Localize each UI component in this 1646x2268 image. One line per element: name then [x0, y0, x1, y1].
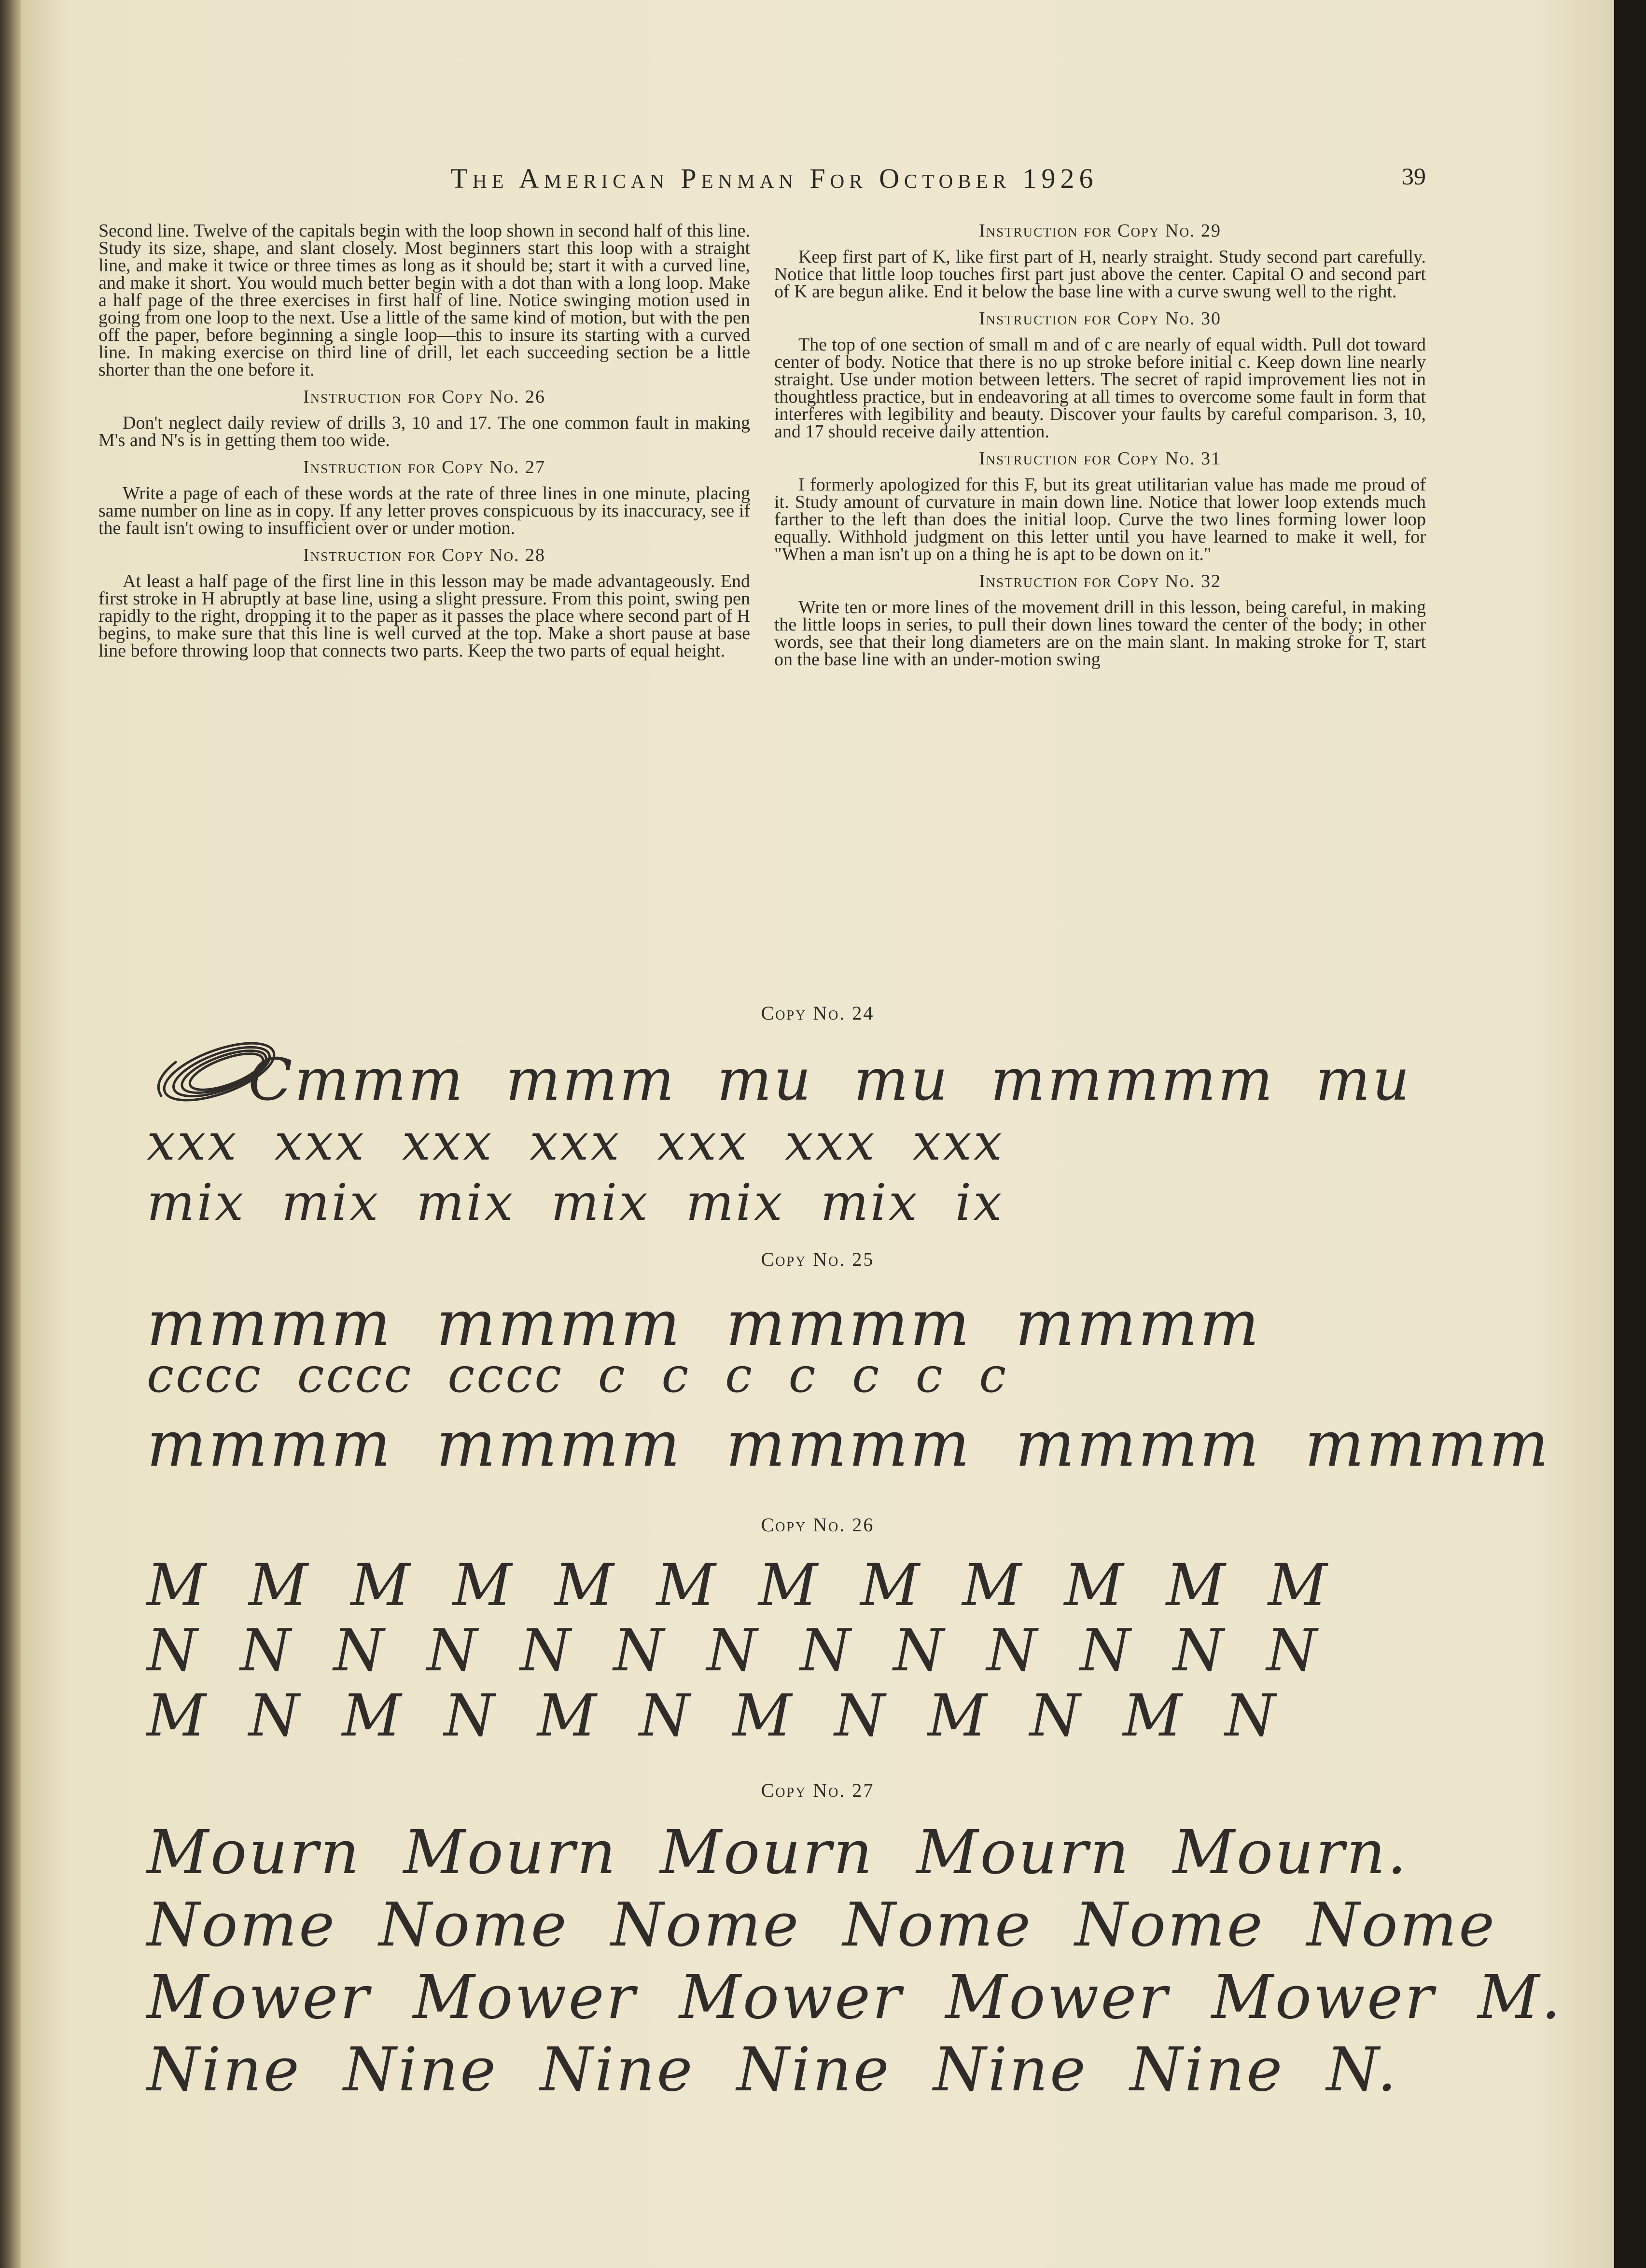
section-heading: Instruction for Copy No. 28	[303, 545, 545, 565]
page-number: 39	[1402, 163, 1426, 190]
section-heading: Instruction for Copy No. 26	[303, 387, 545, 407]
copy-26-title: Copy No. 26	[761, 1514, 875, 1536]
section-heading: Instruction for Copy No. 32	[979, 571, 1221, 591]
copy-24-line-2: xxx xxx xxx xxx xxx xxx xxx	[147, 1113, 1004, 1172]
copy-25-title: Copy No. 25	[761, 1248, 875, 1270]
right-column	[774, 222, 1426, 675]
intro-paragraph: Second line. Twelve of the capitals begin with the loop shown in second half of this line. Study its size, shape, and slant closely. Most beginners start this loop with a straight line, and make it twice or three times as long as it should be; start it with a curved line, and make it short. You would much better begin with a dot than with a long loop. Make a half page of the three exercises in first half of line. Notice swinging motion used in going from one loop to the next. Use a little of the same kind of motion, but with the pen off the paper, before beginning a single loop—this to insure its starting with a curved line. In making exercise on third line of drill, let each succeeding section be a little shorter than the one before it.	[98, 221, 750, 380]
section-heading: Instruction for Copy No. 31	[979, 448, 1221, 469]
copy-27-line-4: Nine Nine Nine Nine Nine Nine N.	[147, 2035, 1398, 2105]
section-text: Keep first part of K, like first part of H, nearly straight. Study second part carefully. Notice that little loop touches first part just above the center. Capital O and second part of K are begun alike. End it below the base line with a curve swung well to the right.	[774, 247, 1426, 302]
section-text: The top of one section of small m and of c are nearly of equal width. Pull dot toward center of body. Notice that there is no up stroke before initial c. Keep down line nearly straight. Use under motion between letters. The secret of rapid improvement lies not in thoughtless practice, but in endeavoring at all times to overcome some fault in form that interferes with legibility and beauty. Discover your faults by careful comparison. 3, 10, and 17 should receive daily attention.	[774, 335, 1426, 442]
copy-24-title: Copy No. 24	[761, 1002, 875, 1024]
section-heading: Instruction for Copy No. 27	[303, 457, 545, 477]
section-text: I formerly apologized for this F, but its great utilitarian value has made me proud of it. Study amount of curvature in main down line. Notice that lower loop extends much farther to the left than does the initial loop. Curve the two lines forming lower loop equally. Withhold judgment on this letter until you have learned to make it well, for "When a man isn't up on a thing he is apt to be down on it."	[774, 475, 1426, 564]
left-column	[98, 222, 750, 666]
copy-27-line-1: Mourn Mourn Mourn Mourn Mourn.	[147, 1818, 1409, 1888]
copy-24-line-3: mix mix mix mix mix mix ix	[147, 1173, 1004, 1232]
section-heading: Instruction for Copy No. 29	[979, 221, 1221, 241]
section-text: Write ten or more lines of the movement drill in this lesson, being careful, in making the little loops in series, to pull their down lines toward the center of the body; in other words, see that their long diameters are on the main slant. In making stroke for T, start on the base line with an under-motion swing	[774, 597, 1426, 670]
copy-25-line-3: mmmm mmmm mmmm mmmm mmmm	[147, 1407, 1551, 1481]
copy-26-line-3: M N M N M N M N M N M N	[147, 1682, 1278, 1750]
magazine-page	[21, 0, 1614, 2268]
running-header: The American Penman For October 1926	[450, 163, 1098, 194]
copy-26-line-2: N N N N N N N N N N N N N	[147, 1617, 1319, 1684]
section-heading: Instruction for Copy No. 30	[979, 308, 1221, 329]
page-edge-shadow	[1614, 0, 1646, 2268]
section-text: Don't neglect daily review of drills 3, 10 and 17. The one common fault in making M's and N's is in getting them too wide.	[98, 413, 750, 450]
copy-27-line-2: Nome Nome Nome Nome Nome Nome	[147, 1890, 1497, 1960]
copy-25-line-1: mmmm mmmm mmmm mmmm	[147, 1287, 1261, 1360]
section-text: At least a half page of the first line in this lesson may be made advantageously. End first stroke in H abruptly at base line, using a slight pressure. From this point, swing pen rapidly to the right, dropping it to the paper as it passes the place where second part of H begins, to make sure that this line is well curved at the top. Make a short pause at base line before throwing loop that connects two parts. Keep the two parts of equal height.	[98, 571, 750, 661]
copy-24-line-1: Cmmm mmm mu mu mmmmm mu	[248, 1047, 1412, 1114]
copy-27-title: Copy No. 27	[761, 1779, 875, 1801]
section-text: Write a page of each of these words at the rate of three lines in one minute, placing same number on line as in copy. If any letter proves conspicuous by its inaccuracy, see if the fault isn't owing to insufficient over or under motion.	[98, 483, 750, 538]
copy-25-line-2: cccc cccc cccc c c c c c c c	[147, 1347, 1008, 1403]
copy-26-line-1: M M M M M M M M M M M M	[147, 1552, 1329, 1619]
book-binding	[0, 0, 21, 2268]
copy-27-line-3: Mower Mower Mower Mower Mower M.	[147, 1962, 1562, 2032]
